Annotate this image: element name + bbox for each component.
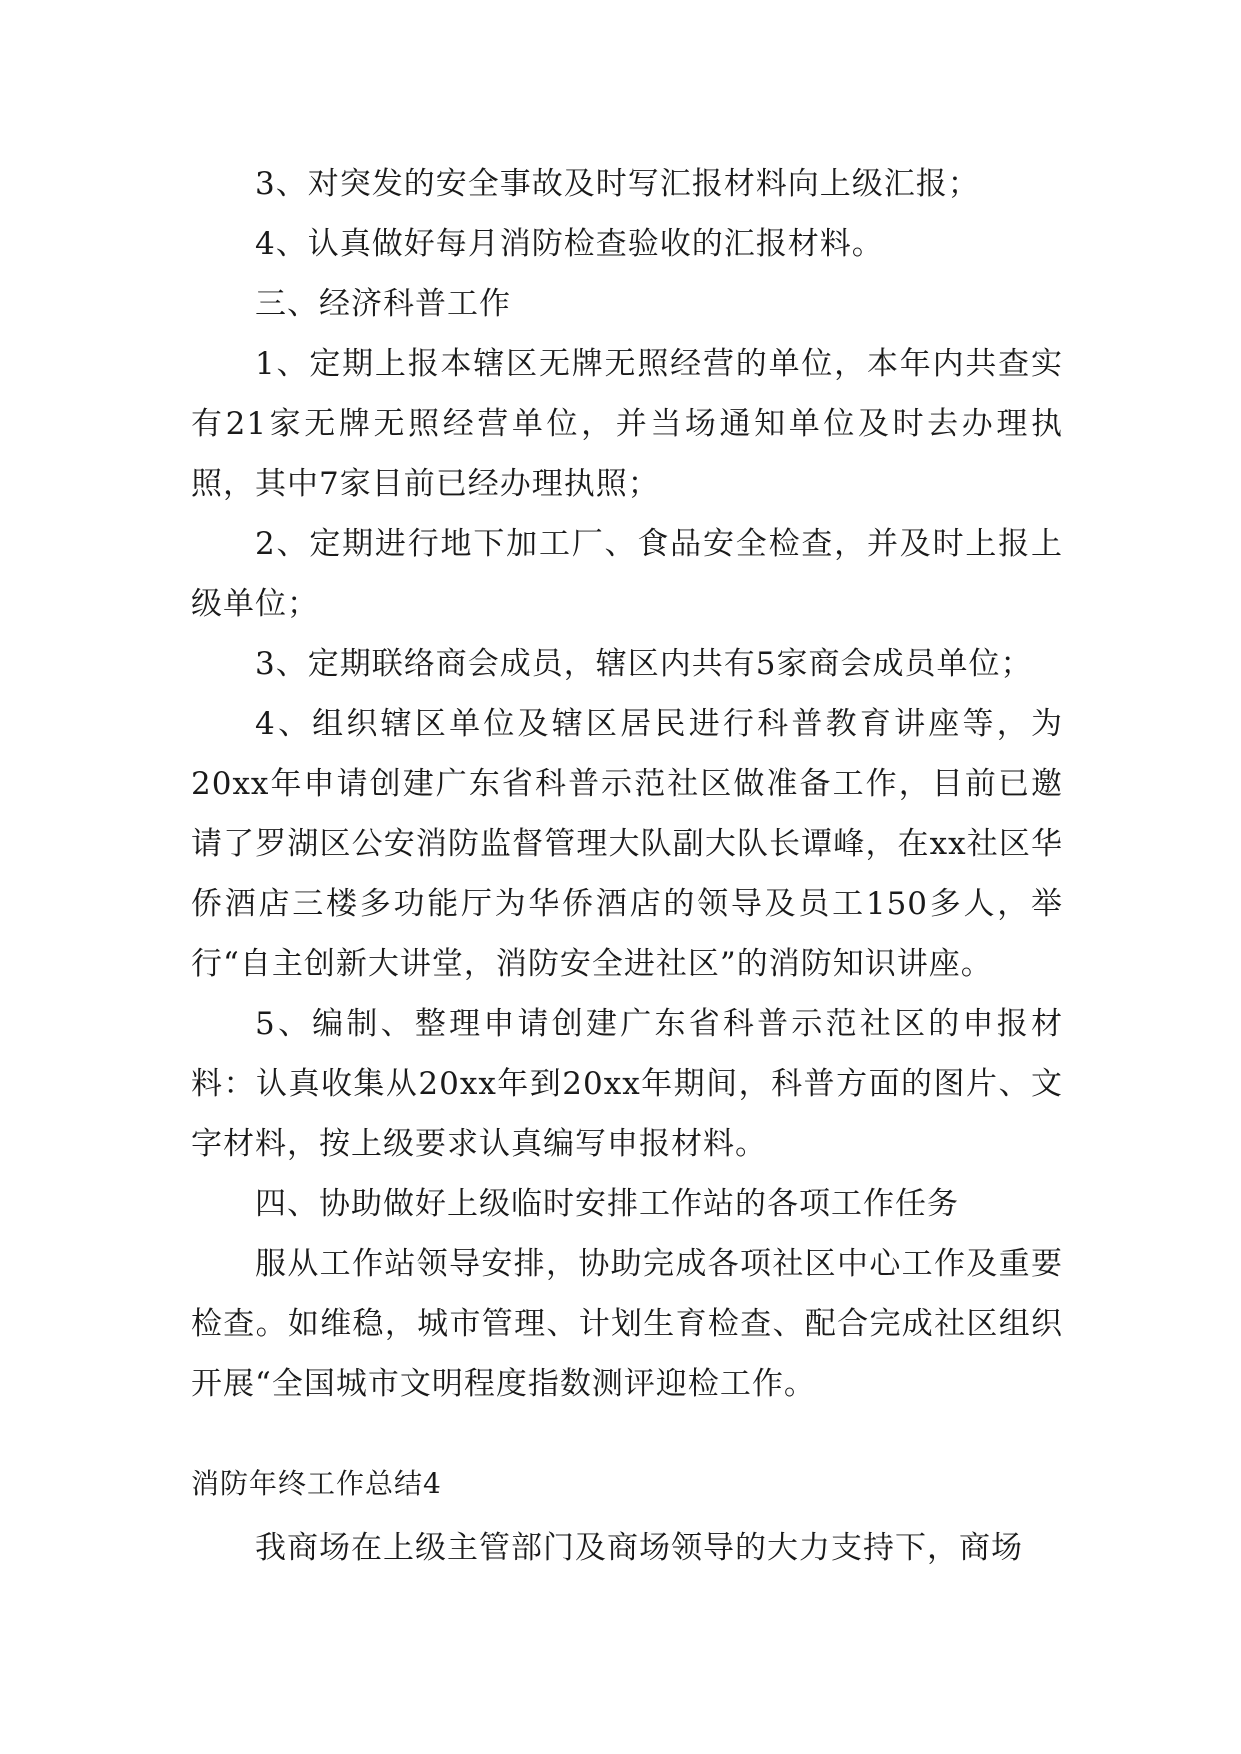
paragraph-unlicensed-units: 1、定期上报本辖区无牌无照经营的单位，本年内共查实有21家无牌无照经营单位，并当场通知单位及时去办理执照，其中7家目前已经办理执照；: [191, 346, 1063, 502]
section-title: 消防年终工作总结4: [191, 1467, 442, 1500]
paragraph-closing: 我商场在上级主管部门及商场领导的大力支持下，商场: [255, 1530, 1023, 1566]
document-body: [191, 154, 1063, 1578]
heading-assist-tasks: 四、协助做好上级临时安排工作站的各项工作任务: [255, 1186, 959, 1222]
paragraph-station-arrangements: 服从工作站领导安排，协助完成各项社区中心工作及重要检查。如维稳，城市管理、计划生育检查、配合完成社区组织开展“全国城市文明程度指数测评迎检工作。: [191, 1246, 1063, 1402]
paragraph-food-safety: 2、定期进行地下加工厂、食品安全检查，并及时上报上级单位；: [191, 526, 1063, 622]
heading-economy-science: 三、经济科普工作: [255, 286, 511, 322]
paragraph-science-lectures: 4、组织辖区单位及辖区居民进行科普教育讲座等，为20xx年申请创建广东省科普示范社区做准备工作，目前已邀请了罗湖区公安消防监督管理大队副大队长谭峰，在xx社区华侨酒店三楼多功能厅为华侨酒店的领导及员工150多人，举行“自主创新大讲堂，消防安全进社区”的消防知识讲座。: [191, 706, 1063, 982]
paragraph-report-accidents: 3、对突发的安全事故及时写汇报材料向上级汇报；: [255, 166, 980, 202]
paragraph-monthly-fire-inspection: 4、认真做好每月消防检查验收的汇报材料。: [255, 226, 884, 262]
paragraph-chamber-members: 3、定期联络商会成员，辖区内共有5家商会成员单位；: [255, 646, 1033, 682]
paragraph-application-materials: 5、编制、整理申请创建广东省科普示范社区的申报材料：认真收集从20xx年到20xx年期间，科普方面的图片、文字材料，按上级要求认真编写申报材料。: [191, 1006, 1063, 1162]
